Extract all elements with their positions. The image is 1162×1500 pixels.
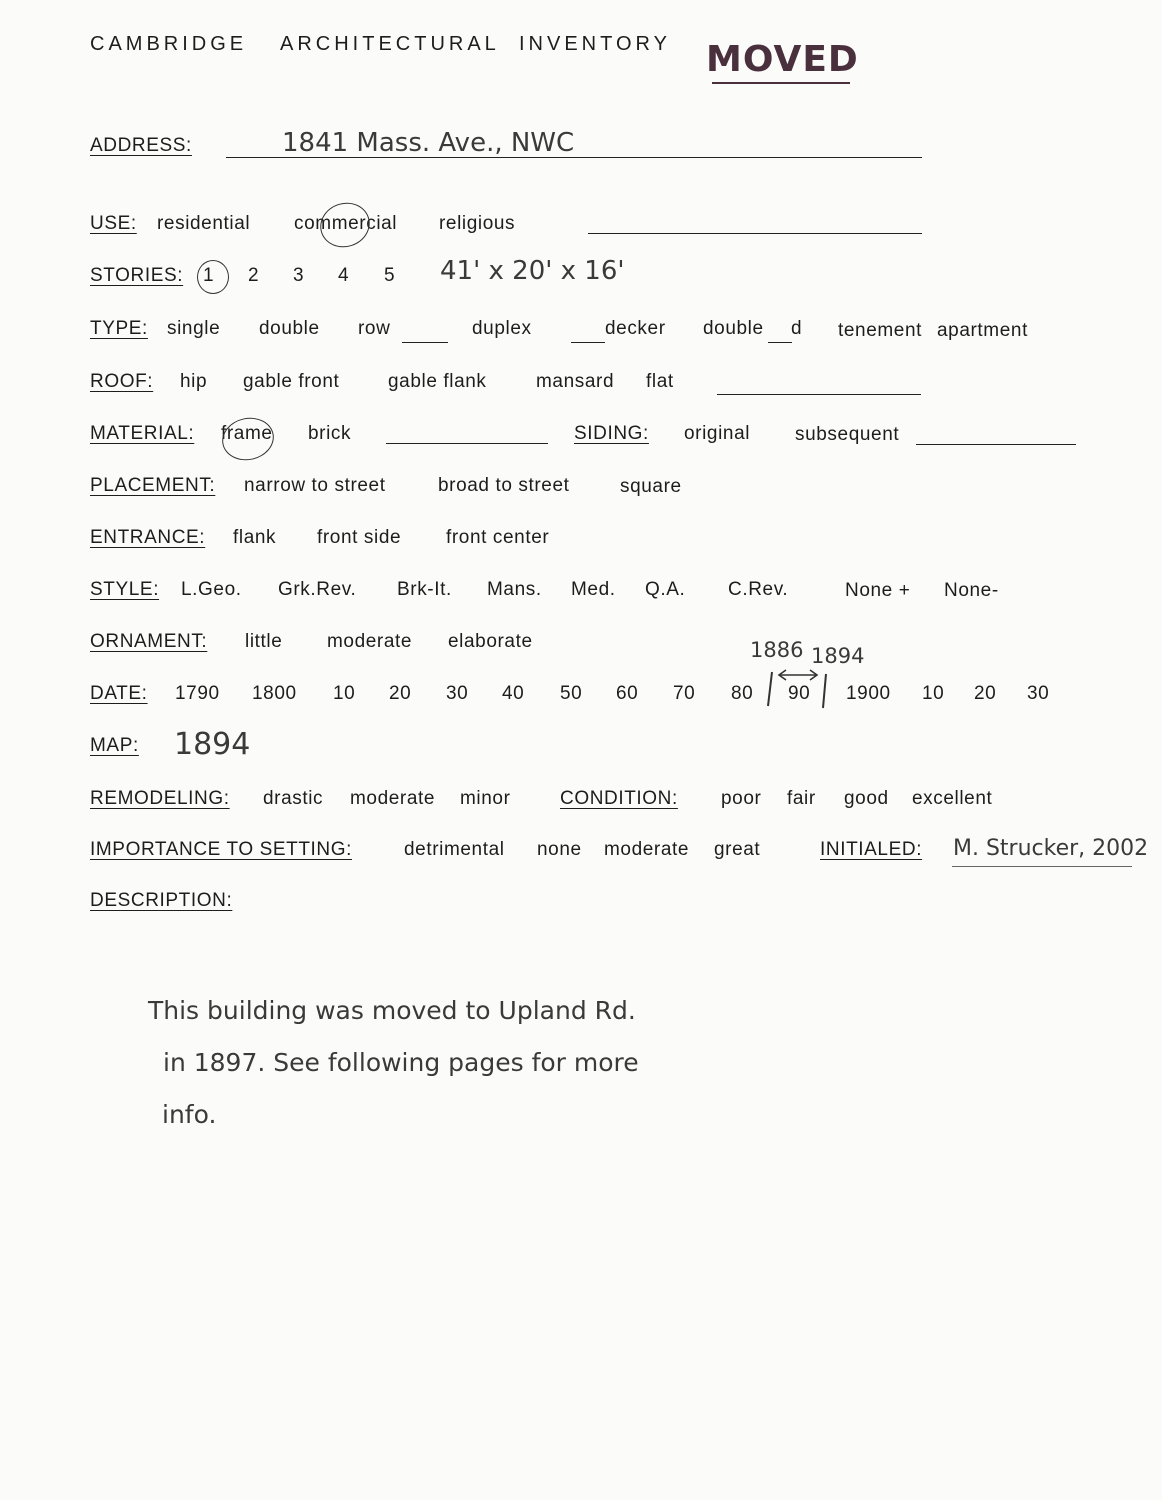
entrance-option-front-center: front center — [446, 527, 550, 548]
date-range-start: 1886 — [750, 638, 804, 662]
placement-label: PLACEMENT: — [90, 475, 216, 496]
date-range-bar-left — [768, 672, 772, 706]
date-option-40: 40 — [502, 683, 525, 704]
description-label: DESCRIPTION: — [90, 890, 233, 911]
condition-option-good: good — [844, 788, 889, 809]
condition-option-excellent: excellent — [912, 788, 993, 809]
roof-option-flat: flat — [646, 371, 674, 392]
ornament-label: ORNAMENT: — [90, 631, 208, 652]
condition-label: CONDITION: — [560, 788, 678, 809]
stories-option-4: 4 — [338, 265, 350, 286]
address-value: 1841 Mass. Ave., NWC — [282, 128, 575, 158]
roof-option-hip: hip — [180, 371, 208, 392]
style-option-crev: C.Rev. — [728, 579, 789, 600]
stories-dimensions: 41' x 20' x 16' — [440, 256, 625, 286]
date-option-30: 30 — [446, 683, 469, 704]
importance-option-moderate: moderate — [604, 839, 690, 860]
date-option-1920: 20 — [974, 683, 997, 704]
stories-option-1: 1 — [203, 265, 215, 286]
importance-option-none: none — [537, 839, 582, 860]
style-option-qa: Q.A. — [645, 579, 686, 600]
type-option-tenement: tenement — [838, 320, 923, 341]
date-range-bar-right — [823, 674, 826, 708]
style-option-none-minus: None- — [944, 580, 999, 601]
date-option-90: 90 — [788, 683, 811, 704]
date-option-50: 50 — [560, 683, 583, 704]
placement-option-narrow: narrow to street — [244, 475, 386, 496]
remodeling-option-minor: minor — [460, 788, 511, 809]
siding-label: SIDING: — [574, 423, 649, 444]
type-option-d: d — [791, 318, 803, 339]
date-option-1800: 1800 — [252, 683, 297, 704]
stories-option-5: 5 — [384, 265, 396, 286]
initialed-label: INITIALED: — [820, 839, 923, 860]
type-option-decker: decker — [605, 318, 666, 339]
style-option-lgeo: L.Geo. — [181, 579, 242, 600]
ornament-option-elaborate: elaborate — [448, 631, 533, 652]
date-option-70: 70 — [673, 683, 696, 704]
style-option-med: Med. — [571, 579, 616, 600]
remodeling-label: REMODELING: — [90, 788, 230, 809]
importance-option-detrimental: detrimental — [404, 839, 505, 860]
description-line-3: info. — [162, 1100, 217, 1129]
importance-label: IMPORTANCE TO SETTING: — [90, 839, 352, 860]
entrance-option-front-side: front side — [317, 527, 402, 548]
stories-label: STORIES: — [90, 265, 184, 286]
moved-stamp: MOVED — [706, 39, 859, 80]
description-line-1: This building was moved to Upland Rd. — [148, 996, 636, 1025]
type-option-row: row — [358, 318, 391, 339]
style-option-mans: Mans. — [487, 579, 542, 600]
style-option-brkit: Brk-It. — [397, 579, 452, 600]
roof-label: ROOF: — [90, 371, 154, 392]
siding-option-original: original — [684, 423, 751, 444]
roof-option-mansard: mansard — [536, 371, 615, 392]
date-option-1910: 10 — [922, 683, 945, 704]
type-option-duplex: duplex — [472, 318, 532, 339]
roof-option-gable-flank: gable flank — [388, 371, 487, 392]
siding-option-subsequent: subsequent — [795, 424, 900, 445]
map-value: 1894 — [174, 727, 251, 762]
entrance-label: ENTRANCE: — [90, 527, 206, 548]
date-label: DATE: — [90, 683, 148, 704]
stories-option-2: 2 — [248, 265, 260, 286]
date-range-end: 1894 — [811, 644, 865, 668]
type-option-single: single — [167, 318, 221, 339]
placement-option-broad: broad to street — [438, 475, 570, 496]
ornament-option-little: little — [245, 631, 283, 652]
header-word-cambridge: CAMBRIDGE — [90, 33, 248, 55]
initialed-value: M. Strucker, 2002 — [953, 836, 1149, 861]
date-option-1790: 1790 — [175, 683, 220, 704]
use-option-residential: residential — [157, 213, 251, 234]
use-label: USE: — [90, 213, 137, 234]
stories-option-3: 3 — [293, 265, 305, 286]
date-option-20: 20 — [389, 683, 412, 704]
type-option-double-d: double — [703, 318, 764, 339]
condition-option-poor: poor — [721, 788, 762, 809]
header-word-architectural: ARCHITECTURAL — [280, 33, 500, 55]
type-label: TYPE: — [90, 318, 148, 339]
use-option-commercial: commercial — [294, 213, 398, 234]
style-label: STYLE: — [90, 579, 160, 600]
type-option-double: double — [259, 318, 320, 339]
placement-option-square: square — [620, 476, 682, 497]
date-option-80: 80 — [731, 683, 754, 704]
description-line-2: in 1897. See following pages for more — [163, 1048, 639, 1077]
date-option-1930: 30 — [1027, 683, 1050, 704]
style-option-none-plus: None + — [845, 580, 911, 601]
use-option-religious: religious — [439, 213, 516, 234]
material-option-brick: brick — [308, 423, 352, 444]
roof-option-gable-front: gable front — [243, 371, 340, 392]
style-option-grkrev: Grk.Rev. — [278, 579, 357, 600]
remodeling-option-moderate: moderate — [350, 788, 436, 809]
entrance-option-flank: flank — [233, 527, 277, 548]
importance-option-great: great — [714, 839, 761, 860]
remodeling-option-drastic: drastic — [263, 788, 324, 809]
date-option-10: 10 — [333, 683, 356, 704]
header-word-inventory: INVENTORY — [519, 33, 671, 55]
material-label: MATERIAL: — [90, 423, 195, 444]
material-option-frame: frame — [221, 423, 273, 444]
ornament-option-moderate: moderate — [327, 631, 413, 652]
date-option-1900: 1900 — [846, 683, 891, 704]
address-label: ADDRESS: — [90, 135, 192, 156]
type-option-apartment: apartment — [937, 320, 1028, 341]
map-label: MAP: — [90, 735, 139, 756]
date-option-60: 60 — [616, 683, 639, 704]
condition-option-fair: fair — [787, 788, 816, 809]
